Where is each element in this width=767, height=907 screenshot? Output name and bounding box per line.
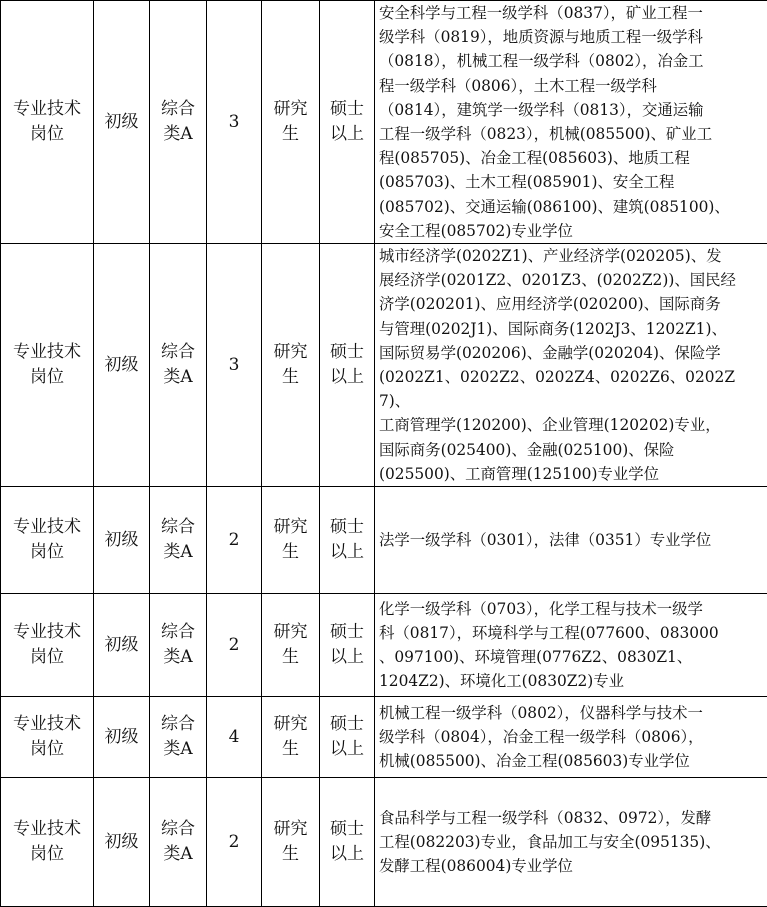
major-line: (0202Z1、0202Z2、0202Z4、0202Z6、0202Z7)、 (379, 365, 765, 413)
category-cell: 综合类A (150, 778, 207, 907)
level-cell: 初级 (94, 778, 150, 907)
major-line: 法学一级学科（0301），法律（0351）专业学位 (379, 528, 765, 552)
major-line: 工程一级学科（0823），机械(085500)、矿业工 (379, 122, 765, 146)
count-cell: 4 (207, 697, 262, 778)
major-line: (085703)、土木工程(085901)、安全工程 (379, 170, 765, 194)
table-row (1, 487, 767, 594)
major-requirements-cell (375, 1, 767, 244)
major-line: (025500)、工商管理(125100)专业学位 (379, 462, 765, 486)
education-cell: 研究生 (262, 778, 320, 907)
major-line: 程(085705)、冶金工程(085603)、地质工程 (379, 146, 765, 170)
position-type-cell: 专业技术岗位 (1, 697, 94, 778)
major-line: 化学一级学科（0703），化学工程与技术一级学 (379, 597, 765, 621)
education-cell: 研究生 (262, 594, 320, 697)
table-row (1, 1, 767, 244)
count-cell: 3 (207, 244, 262, 487)
major-line: 安全工程(085702)专业学位 (379, 219, 765, 243)
major-line: （0818），机械工程一级学科（0802），冶金工 (379, 49, 765, 73)
table-row (1, 697, 767, 778)
major-line: 机械(085500)、冶金工程(085603)专业学位 (379, 749, 765, 773)
major-line: 国际贸易学(020206)、金融学(020204)、保险学 (379, 341, 765, 365)
major-requirements-cell (375, 697, 767, 778)
education-cell: 研究生 (262, 244, 320, 487)
level-cell: 初级 (94, 594, 150, 697)
count-cell: 2 (207, 778, 262, 907)
major-line: (085702)、交通运输(086100)、建筑(085100)、 (379, 195, 765, 219)
table-row (1, 594, 767, 697)
degree-cell: 硕士以上 (320, 244, 375, 487)
major-line: 科（0817），环境科学与工程(077600、083000 (379, 621, 765, 645)
degree-cell: 硕士以上 (320, 594, 375, 697)
count-cell: 2 (207, 594, 262, 697)
position-type-cell: 专业技术岗位 (1, 1, 94, 244)
degree-cell: 硕士以上 (320, 487, 375, 594)
major-line: 国际商务(025400)、金融(025100)、保险 (379, 438, 765, 462)
major-line: 、097100)、环境管理(0776Z2、0830Z1、 (379, 645, 765, 669)
table-row (1, 244, 767, 487)
major-line: 展经济学(0201Z2、0201Z3、(0202Z2))、国民经 (379, 268, 765, 292)
major-requirements-cell (375, 778, 767, 907)
major-requirements-cell (375, 487, 767, 594)
major-line: 工商管理学(120200)、企业管理(120202)专业， (379, 413, 765, 437)
major-line: 与管理(0202J1)、国际商务(1202J3、1202Z1)、 (379, 317, 765, 341)
level-cell: 初级 (94, 487, 150, 594)
degree-cell: 硕士以上 (320, 1, 375, 244)
level-cell: 初级 (94, 1, 150, 244)
major-line: 发酵工程(086004)专业学位 (379, 854, 765, 878)
major-line: 级学科（0804），冶金工程一级学科（0806）， (379, 725, 765, 749)
table-row (1, 778, 767, 907)
position-type-cell: 专业技术岗位 (1, 594, 94, 697)
major-line: 程一级学科（0806），土木工程一级学科 (379, 74, 765, 98)
major-requirements-cell (375, 594, 767, 697)
category-cell: 综合类A (150, 244, 207, 487)
position-type-cell: 专业技术岗位 (1, 244, 94, 487)
major-line: 1204Z2)、环境化工(0830Z2)专业 (379, 669, 765, 693)
major-line: 级学科（0819），地质资源与地质工程一级学科 (379, 25, 765, 49)
count-cell: 2 (207, 487, 262, 594)
education-cell: 研究生 (262, 697, 320, 778)
major-line: 机械工程一级学科（0802），仪器科学与技术一 (379, 701, 765, 725)
category-cell: 综合类A (150, 697, 207, 778)
education-cell: 研究生 (262, 1, 320, 244)
level-cell: 初级 (94, 697, 150, 778)
major-line: 食品科学与工程一级学科（0832、0972），发酵 (379, 806, 765, 830)
level-cell: 初级 (94, 244, 150, 487)
major-line: 工程(082203)专业，食品加工与安全(095135)、 (379, 830, 765, 854)
major-line: 安全科学与工程一级学科（0837），矿业工程一 (379, 1, 765, 25)
category-cell: 综合类A (150, 1, 207, 244)
category-cell: 综合类A (150, 487, 207, 594)
education-cell: 研究生 (262, 487, 320, 594)
major-line: 城市经济学(0202Z1)、产业经济学(020205)、发 (379, 244, 765, 268)
position-type-cell: 专业技术岗位 (1, 778, 94, 907)
position-type-cell: 专业技术岗位 (1, 487, 94, 594)
major-line: （0814），建筑学一级学科（0813），交通运输 (379, 98, 765, 122)
major-requirements-cell (375, 244, 767, 487)
major-line: 济学(020201)、应用经济学(020200)、国际商务 (379, 292, 765, 316)
degree-cell: 硕士以上 (320, 697, 375, 778)
category-cell: 综合类A (150, 594, 207, 697)
degree-cell: 硕士以上 (320, 778, 375, 907)
count-cell: 3 (207, 1, 262, 244)
